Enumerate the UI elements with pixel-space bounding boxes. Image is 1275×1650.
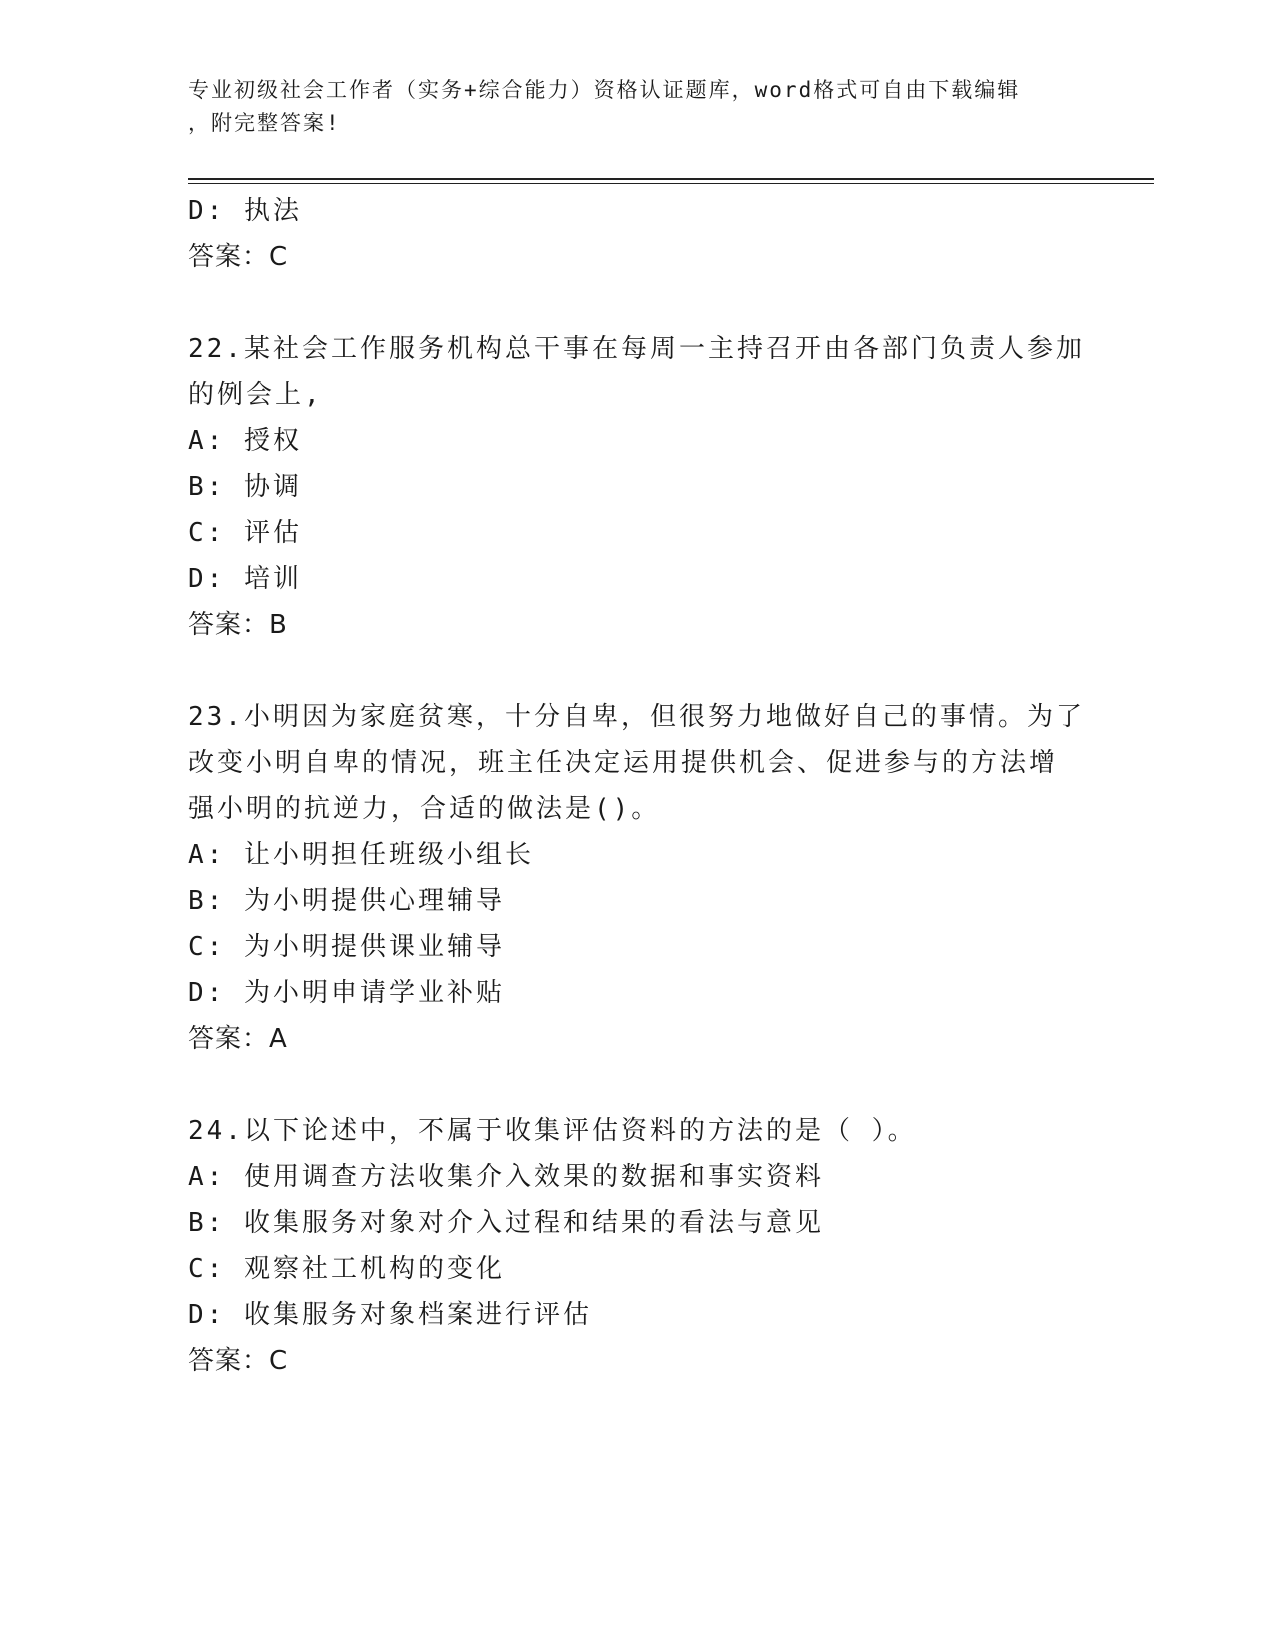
option-d: D: 执法	[188, 196, 302, 226]
header-title-line-1: 专业初级社会工作者（实务+综合能力）资格认证题库，word格式可自由下载编辑	[188, 78, 1021, 102]
option-d: D: 培训	[188, 564, 302, 594]
page-header	[188, 74, 1088, 140]
answer-line: 答案：B	[188, 610, 288, 640]
spacer	[188, 1062, 1088, 1108]
question-23	[188, 694, 1088, 1062]
question-stem-line: 的例会上,	[188, 380, 323, 410]
spacer	[188, 280, 1088, 326]
question-stem-line: 改变小明自卑的情况，班主任决定运用提供机会、促进参与的方法增	[188, 748, 1059, 778]
previous-question-tail	[188, 188, 1088, 280]
answer-line: 答案：C	[188, 1346, 289, 1376]
answer-line: 答案：A	[188, 1024, 288, 1054]
question-content	[188, 188, 1088, 1384]
question-24	[188, 1108, 1088, 1384]
option-c: C: 评估	[188, 518, 302, 548]
option-b: B: 为小明提供心理辅导	[188, 886, 505, 916]
answer-line: 答案：C	[188, 242, 289, 272]
question-22	[188, 326, 1088, 648]
option-c: C: 观察社工机构的变化	[188, 1254, 505, 1284]
option-a: A: 让小明担任班级小组长	[188, 840, 534, 870]
option-b: B: 收集服务对象对介入过程和结果的看法与意见	[188, 1208, 824, 1238]
question-stem-line: 23.小明因为家庭贫寒，十分自卑，但很努力地做好自己的事情。为了	[188, 702, 1085, 732]
option-a: A: 授权	[188, 426, 302, 456]
option-d: D: 收集服务对象档案进行评估	[188, 1300, 592, 1330]
question-stem-line: 24.以下论述中，不属于收集评估资料的方法的是（ ）。	[188, 1116, 917, 1146]
option-d: D: 为小明申请学业补贴	[188, 978, 505, 1008]
question-stem-line: 强小明的抗逆力，合适的做法是()。	[188, 794, 661, 824]
header-title-line-2: ，附完整答案!	[188, 111, 341, 135]
question-stem-line: 22.某社会工作服务机构总干事在每周一主持召开由各部门负责人参加	[188, 334, 1085, 364]
option-a: A: 使用调查方法收集介入效果的数据和事实资料	[188, 1162, 824, 1192]
option-c: C: 为小明提供课业辅导	[188, 932, 505, 962]
spacer	[188, 648, 1088, 694]
header-divider-thin	[188, 183, 1154, 184]
header-divider-thick	[188, 178, 1154, 180]
option-b: B: 协调	[188, 472, 302, 502]
